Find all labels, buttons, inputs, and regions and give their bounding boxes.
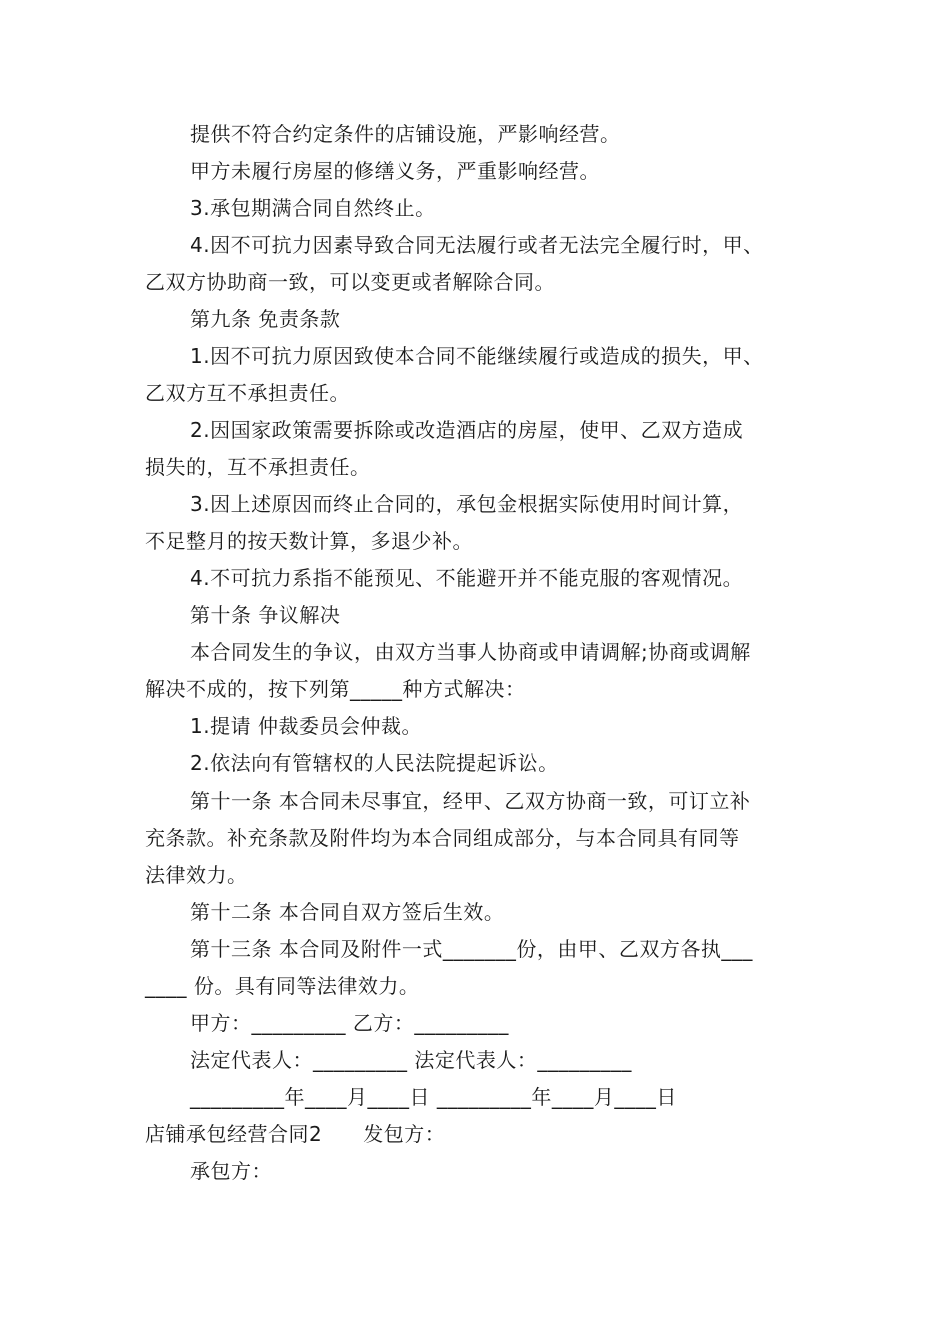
list-item: 3.承包期满合同自然终止。 — [190, 196, 436, 220]
list-item: 3.因上述原因而终止合同的，承包金根据实际使用时间计算， — [190, 492, 744, 516]
text-line: 法律效力。 — [145, 863, 248, 887]
text-line: 本合同发生的争议，由双方当事人协商或申请调解;协商或调解 — [190, 640, 751, 664]
list-item: 2.依法向有管辖权的人民法院提起诉讼。 — [190, 751, 559, 775]
section-heading: 第十一条 本合同未尽事宜，经甲、乙双方协商一致，可订立补 — [190, 789, 751, 813]
document-title: 店铺承包经营合同2 发包方： — [145, 1122, 446, 1146]
signature-line: 法定代表人：_________ 法定代表人：_________ — [190, 1048, 632, 1072]
text-line: 解决不成的，按下列第_____种方式解决： — [145, 677, 526, 701]
list-item: 4.因不可抗力因素导致合同无法履行或者无法完全履行时，甲、 — [190, 233, 764, 257]
text-line: 承包方： — [190, 1159, 272, 1183]
text-line: 乙双方协助商一致，可以变更或者解除合同。 — [145, 270, 555, 294]
text-line: ____ 份。具有同等法律效力。 — [145, 974, 420, 998]
signature-line: 甲方：_________ 乙方：_________ — [190, 1011, 509, 1035]
list-item: 2.因国家政策需要拆除或改造酒店的房屋，使甲、乙双方造成 — [190, 418, 744, 442]
text-line: 提供不符合约定条件的店铺设施，严影响经营。 — [190, 122, 621, 146]
text-line: 充条款。补充条款及附件均为本合同组成部分，与本合同具有同等 — [145, 826, 740, 850]
date-line: _________年____月____日 _________年____月____日 — [190, 1085, 677, 1109]
section-heading: 第十二条 本合同自双方签后生效。 — [190, 900, 505, 924]
list-item: 1.提请 仲裁委员会仲裁。 — [190, 714, 422, 738]
list-item: 1.因不可抗力原因致使本合同不能继续履行或造成的损失，甲、 — [190, 344, 764, 368]
section-heading: 第九条 免责条款 — [190, 307, 341, 331]
list-item: 4.不可抗力系指不能预见、不能避开并不能克服的客观情况。 — [190, 566, 744, 590]
text-line: 不足整月的按天数计算，多退少补。 — [145, 529, 473, 553]
section-heading: 第十条 争议解决 — [190, 603, 341, 627]
text-line: 乙双方互不承担责任。 — [145, 381, 350, 405]
section-heading: 第十三条 本合同及附件一式_______份，由甲、乙双方各执___ — [190, 937, 753, 961]
text-line: 甲方未履行房屋的修缮义务，严重影响经营。 — [190, 159, 600, 183]
text-line: 损失的，互不承担责任。 — [145, 455, 371, 479]
